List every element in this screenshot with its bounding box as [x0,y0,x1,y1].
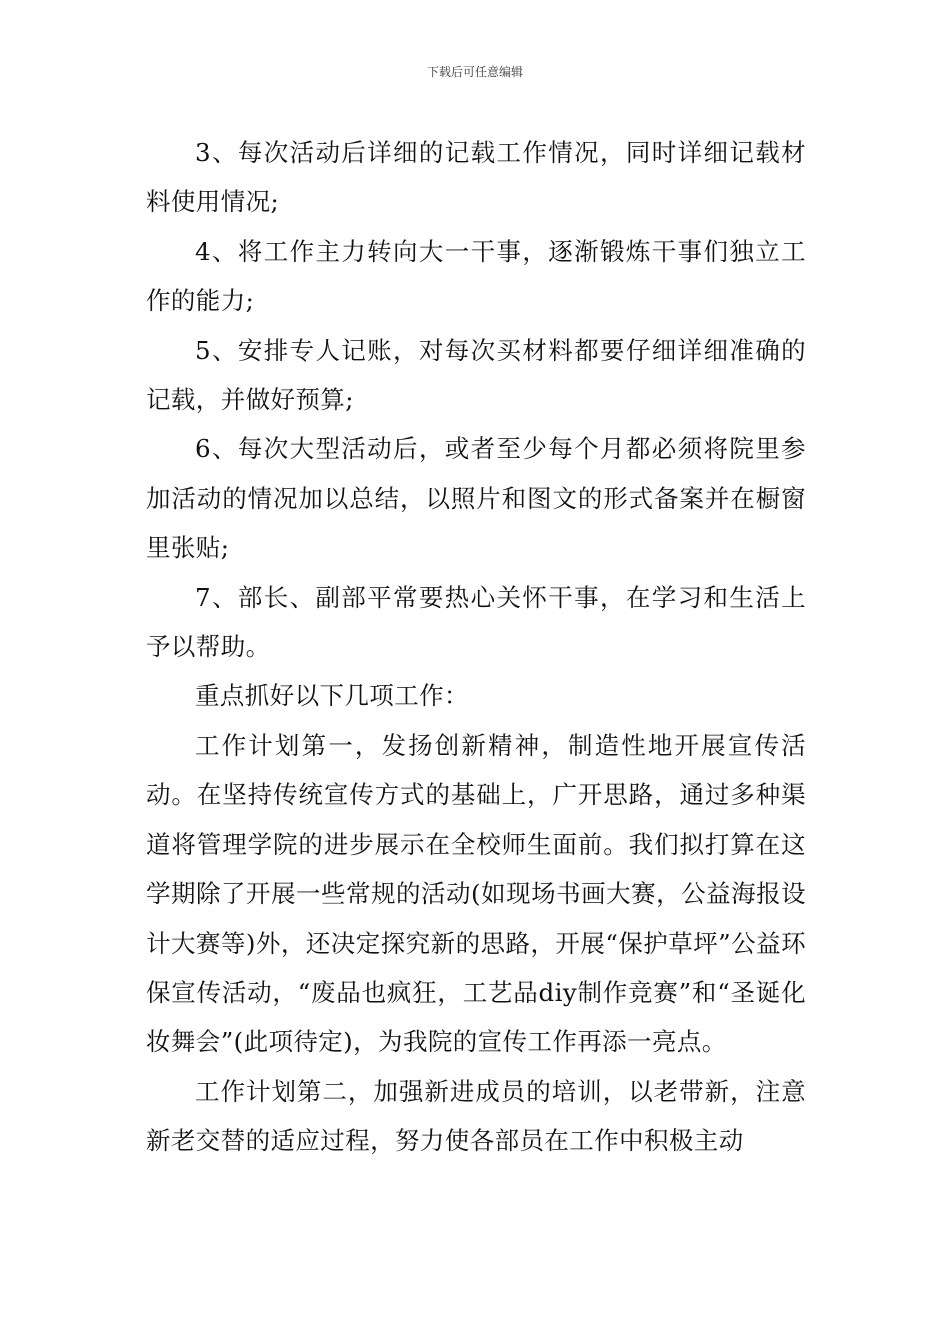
paragraph-item-6: 6、每次大型活动后，或者至少每个月都必须将院里参加活动的情况加以总结，以照片和图文的形式备案并在橱窗里张贴; [146,434,806,563]
section-heading: 重点抓好以下几项工作： [195,681,469,711]
paragraph-item-5: 5、安排专人记账，对每次买材料都要仔细详细准确的记载，并做好预算; [146,335,806,415]
paragraph-item-4: 4、将工作主力转向大一干事，逐渐锻炼干事们独立工作的能力; [146,236,806,316]
work-plan-second: 工作计划第二，加强新进成员的培训，以老带新，注意新老交替的适应过程，努力使各部员在工作中积极主动 [146,1076,806,1156]
work-plan-first: 工作计划第一，发扬创新精神，制造性地开展宣传活动。在坚持传统宣传方式的基础上，广开思路，通过多种渠道将管理学院的进步展示在全校师生面前。我们拟打算在这学期除了开展一些常规的活动(如现场书画大赛，公益海报设计大赛等)外，还决定探究新的思路，开展“保护草坪”公益环保宣传活动，“废品也疯狂，工艺品diy制作竞赛”和“圣诞化妆舞会”(此项待定)，为我院的宣传工作再添一亮点。 [146,730,806,1057]
paragraph-item-3: 3、每次活动后详细的记载工作情况，同时详细记载材料使用情况; [146,138,806,217]
paragraph-item-7: 7、部长、副部平常要热心关怀干事，在学习和生活上予以帮助。 [146,582,806,662]
page-header-note: 下载后可任意编辑 [426,65,523,79]
document-body [146,128,806,1166]
